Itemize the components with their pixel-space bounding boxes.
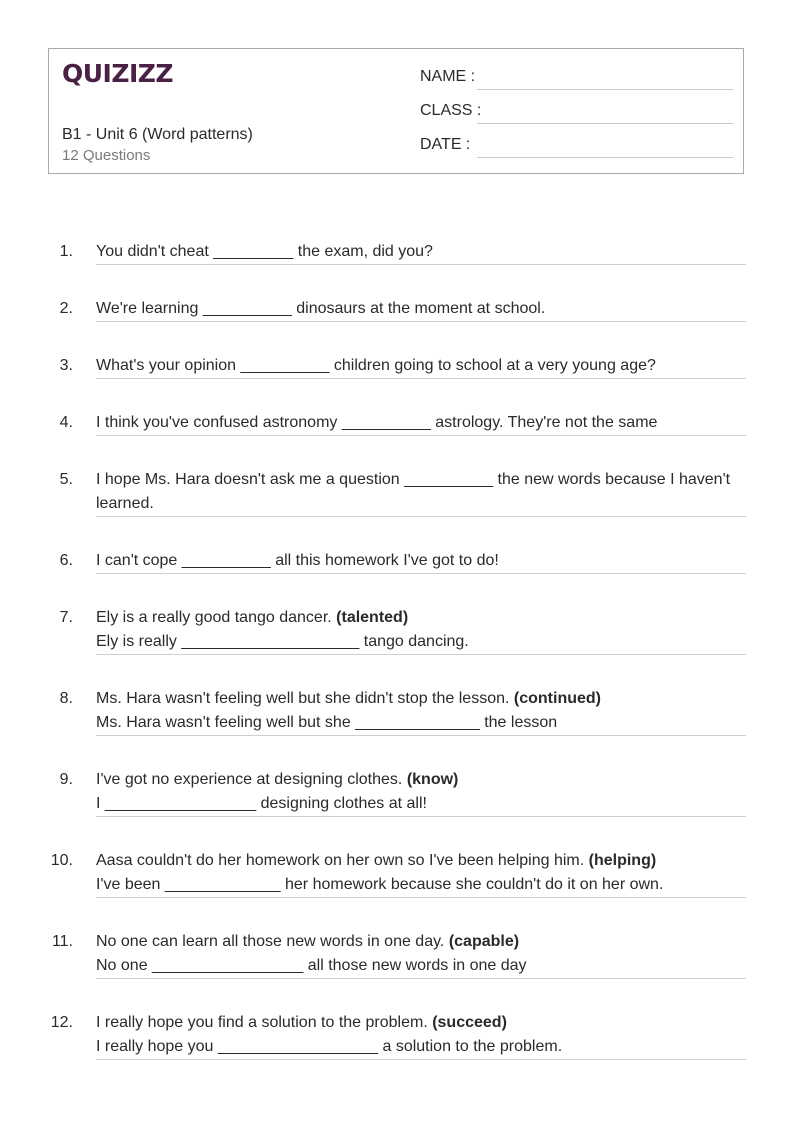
question-number: 9. — [59, 771, 73, 788]
question-number: 8. — [59, 690, 73, 707]
question-number: 5. — [59, 471, 73, 488]
quizizz-logo: QUIZIZZ — [62, 59, 174, 88]
class-label: CLASS : — [420, 102, 482, 119]
answer-line[interactable] — [96, 978, 746, 979]
question-text: Ms. Hara wasn't feeling well but she didn't stop the lesson. (continued) Ms. Hara wasn't feeling well but she ______________ the lesson — [96, 690, 601, 731]
question-text: I think you've confused astronomy __________ astrology. They're not the same — [96, 414, 658, 431]
answer-line[interactable] — [96, 435, 746, 436]
question-text: We're learning __________ dinosaurs at the moment at school. — [96, 300, 546, 317]
answer-line[interactable] — [96, 897, 746, 898]
question-text: I've got no experience at designing clothes. (know) I _________________ designing clothes at all! — [96, 771, 459, 812]
date-field[interactable] — [420, 136, 733, 160]
question-number: 2. — [59, 300, 73, 317]
question-number: 1. — [59, 243, 73, 260]
question-number: 7. — [59, 609, 73, 626]
answer-line[interactable] — [96, 516, 746, 517]
answer-line[interactable] — [96, 735, 746, 736]
question-text: I can't cope __________ all this homework I've got to do! — [96, 552, 499, 569]
question-text: I hope Ms. Hara doesn't ask me a question __________ the new words because I haven't learned. — [96, 471, 731, 512]
answer-line[interactable] — [96, 573, 746, 574]
question-number: 11. — [51, 933, 73, 950]
answer-line[interactable] — [96, 264, 746, 265]
name-label: NAME : — [420, 68, 476, 85]
worksheet-header — [48, 48, 744, 174]
answer-line[interactable] — [96, 1059, 746, 1060]
answer-line[interactable] — [96, 321, 746, 322]
date-label: DATE : — [420, 136, 471, 153]
question-text: No one can learn all those new words in one day. (capable) No one _________________ all those new words in one day — [96, 933, 527, 974]
question-text: Ely is a really good tango dancer. (talented) Ely is really ____________________ tango dancing. — [96, 609, 469, 650]
question-number: 10. — [50, 852, 73, 869]
worksheet-title: B1 - Unit 6 (Word patterns) — [62, 126, 253, 143]
class-line[interactable] — [477, 123, 733, 124]
answer-line[interactable] — [96, 378, 746, 379]
question-number: 4. — [59, 414, 73, 431]
name-line[interactable] — [477, 89, 733, 90]
question-text: You didn't cheat _________ the exam, did you? — [96, 243, 433, 260]
name-field[interactable] — [420, 68, 733, 92]
question-text: I really hope you find a solution to the problem. (succeed) I really hope you __________________ a solution to the problem. — [96, 1014, 563, 1055]
question-text: What's your opinion __________ children going to school at a very young age? — [96, 357, 656, 374]
question-number: 12. — [50, 1014, 73, 1031]
question-text: Aasa couldn't do her homework on her own so I've been helping him. (helping) I've been _____________ her homework because she couldn't do it on her own. — [96, 852, 664, 893]
question-number: 6. — [59, 552, 73, 569]
answer-line[interactable] — [96, 816, 746, 817]
answer-line[interactable] — [96, 654, 746, 655]
date-line[interactable] — [477, 157, 733, 158]
class-field[interactable] — [420, 102, 733, 126]
question-count: 12 Questions — [62, 147, 151, 164]
question-number: 3. — [59, 357, 73, 374]
